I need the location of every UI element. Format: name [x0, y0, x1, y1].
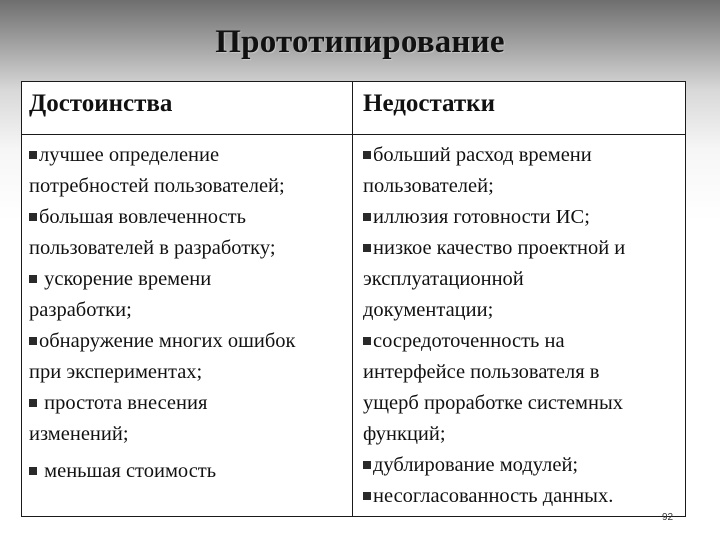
square-bullet-icon — [363, 337, 371, 345]
disadvantages-list — [363, 140, 683, 512]
item-text: разработки; — [29, 299, 132, 321]
item-text: лучшее определение — [39, 144, 220, 166]
square-bullet-icon — [29, 467, 37, 475]
item-text: дублирование модулей; — [373, 454, 579, 476]
disadvantage-item — [363, 326, 683, 450]
slide-title: Прототипирование — [215, 24, 505, 60]
item-text: большая вовлеченность — [39, 206, 246, 228]
square-bullet-icon — [363, 213, 371, 221]
advantages-header: Достоинства — [29, 90, 173, 117]
advantages-list — [29, 140, 349, 487]
item-text: потребностей пользователей; — [29, 175, 285, 197]
square-bullet-icon — [29, 399, 37, 407]
item-text: интерфейсе пользователя в — [363, 361, 600, 383]
item-text: документации; — [363, 299, 494, 321]
item-text: обнаружение многих ошибок — [39, 330, 296, 352]
square-bullet-icon — [29, 151, 37, 159]
disadvantage-item — [363, 450, 683, 481]
column-divider — [352, 82, 353, 516]
item-text: при экспериментах; — [29, 361, 203, 383]
item-text: эксплуатационной — [363, 268, 524, 290]
comparison-table — [21, 81, 686, 517]
disadvantage-item — [363, 233, 683, 326]
item-text: низкое качество проектной и — [373, 237, 626, 259]
square-bullet-icon — [363, 151, 371, 159]
page-number: 92 — [662, 512, 674, 523]
item-text: пользователей; — [363, 175, 494, 197]
item-text: сосредоточенность на — [373, 330, 565, 352]
item-text: ущерб проработке системных — [363, 392, 623, 414]
square-bullet-icon — [363, 461, 371, 469]
advantage-item — [29, 456, 349, 487]
item-text: функций; — [363, 423, 446, 445]
square-bullet-icon — [363, 244, 371, 252]
disadvantage-item — [363, 202, 683, 233]
square-bullet-icon — [29, 275, 37, 283]
header-divider — [22, 134, 685, 135]
disadvantage-item — [363, 481, 683, 512]
disadvantages-header: Недостатки — [363, 90, 495, 117]
item-text: несогласованность данных. — [373, 485, 614, 507]
advantage-item — [29, 140, 349, 202]
item-text: меньшая стоимость — [39, 460, 217, 482]
item-text: изменений; — [29, 423, 129, 445]
square-bullet-icon — [363, 492, 371, 500]
item-text: иллюзия готовности ИС; — [373, 206, 590, 228]
item-text: ускорение времени — [39, 268, 212, 290]
square-bullet-icon — [29, 213, 37, 221]
advantage-item — [29, 388, 349, 450]
disadvantage-item — [363, 140, 683, 202]
item-text: больший расход времени — [373, 144, 592, 166]
item-text: пользователей в разработку; — [29, 237, 276, 259]
item-text: простота внесения — [39, 392, 208, 414]
advantage-item — [29, 264, 349, 326]
advantage-item — [29, 326, 349, 388]
square-bullet-icon — [29, 337, 37, 345]
advantage-item — [29, 202, 349, 264]
